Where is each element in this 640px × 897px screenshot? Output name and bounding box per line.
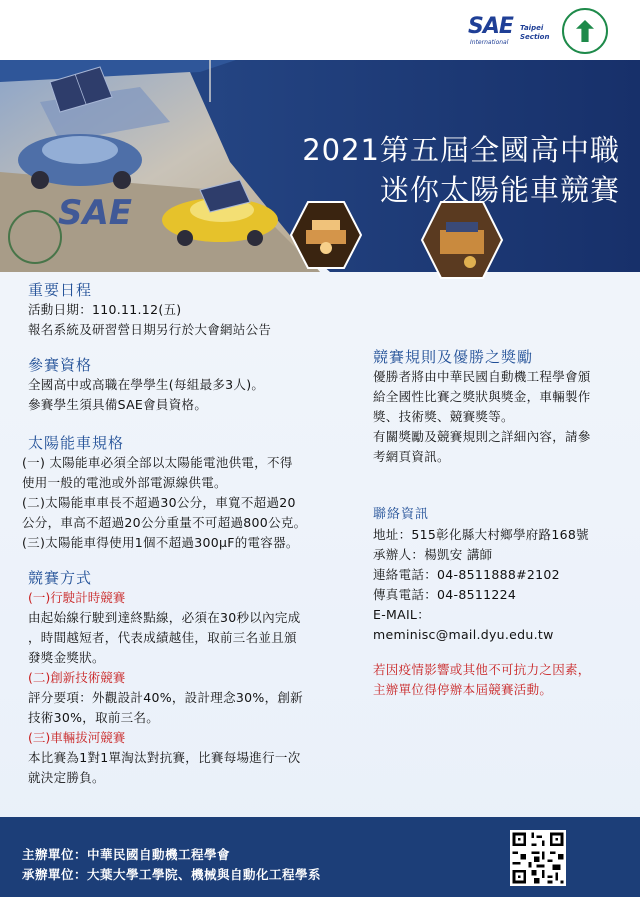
sae-logo — [468, 12, 558, 52]
event3-line: 本比賽為1對1單淘汰對抗賽，比賽每場進行一次 — [28, 750, 301, 765]
event2-title: (二)創新技術競賽 — [28, 670, 126, 685]
hex-photo-right — [420, 200, 504, 280]
rules-line: 獎、技術獎、競賽獎等。 — [373, 409, 514, 424]
spec-line: (一) 太陽能車必須全部以太陽能電池供電，不得 — [22, 455, 293, 470]
rules-section — [373, 347, 591, 467]
spec-line: (三)太陽能車得使用1個不超過300μF的電容器。 — [22, 535, 299, 550]
schedule-line: 報名系統及研習營日期另行於大會網站公告 — [28, 322, 272, 337]
rules-line: 優勝者將由中華民國自動機工程學會頒 — [373, 369, 591, 384]
event1-line: 由起始線行駛到達終點線，必須在30秒以內完成 — [28, 610, 301, 625]
notice-line: 若因疫情影響或其他不可抗力之因素， — [373, 662, 591, 677]
contact-heading: 聯絡資訊 — [373, 507, 430, 522]
qr-code-icon[interactable] — [510, 830, 566, 886]
svg-text:SAE: SAE — [58, 193, 133, 233]
contact-email[interactable]: meminisc@mail.dyu.edu.tw — [373, 627, 554, 642]
event1-line: 發獎金獎狀。 — [28, 650, 105, 665]
page-title-line1: 2021第五屆全國高中職 — [302, 133, 620, 167]
eligibility-line: 全國高中或高職在學學生(每組最多3人)。 — [28, 377, 265, 392]
sae-logo-international: International — [470, 39, 509, 46]
sae-logo-section-line1: Taipei — [520, 24, 544, 32]
contact-section — [373, 505, 589, 645]
spec-line: 公分，車高不超過20公分重量不可超過800公克。 — [22, 515, 307, 530]
contact-fax: 傳真電話：04-8511224 — [373, 587, 517, 602]
schedule-line: 活動日期：110.11.12(五) — [28, 302, 182, 317]
dyu-logo — [562, 8, 608, 54]
sae-logo-word: SAE — [468, 14, 513, 39]
title-block — [300, 130, 620, 210]
event2-line: 評分要項：外觀設計40%，設計理念30%，創新 — [28, 690, 303, 705]
dyu-emblem-icon — [576, 20, 594, 42]
hex-photo-left — [290, 200, 362, 270]
notice-line: 主辦單位得停辦本屆競賽活動。 — [373, 682, 553, 697]
event1-line: ，時間越短者，代表成績越佳，取前三名並且頒 — [28, 630, 297, 645]
event2-line: 技術30%，取前三名。 — [28, 710, 160, 725]
eligibility-section — [28, 355, 264, 415]
spec-section — [22, 433, 306, 553]
contact-address: 地址：515彰化縣大村鄉學府路168號 — [373, 527, 589, 542]
event1-title: (一)行駛計時競賽 — [28, 590, 126, 605]
spec-line: 使用一般的電池或外部電源線供電。 — [22, 475, 227, 490]
banner — [0, 42, 640, 272]
format-heading: 競賽方式 — [28, 569, 93, 587]
rules-line: 考網頁資訊。 — [373, 449, 450, 464]
event3-line: 就決定勝負。 — [28, 770, 105, 785]
sae-logo-section-line2: Section — [520, 33, 550, 41]
contact-person: 承辦人：楊凱安 講師 — [373, 547, 493, 562]
event3-title: (三)車輛拔河競賽 — [28, 730, 126, 745]
page-title-line2: 迷你太陽能車競賽 — [379, 173, 620, 207]
eligibility-heading: 參賽資格 — [28, 356, 93, 374]
rules-line: 給全國性比賽之獎狀與獎金，車輛製作 — [373, 389, 591, 404]
schedule-heading: 重要日程 — [28, 281, 93, 299]
format-section — [28, 568, 303, 788]
rules-line: 有關獎勵及競賽規則之詳細內容，請參 — [373, 429, 591, 444]
eligibility-line: 參賽學生須具備SAE會員資格。 — [28, 397, 208, 412]
rules-heading: 競賽規則及優勝之獎勵 — [373, 348, 534, 366]
logo-band — [0, 0, 640, 60]
spec-line: (二)太陽能車車長不超過30公分，車寬不超過20 — [22, 495, 296, 510]
contact-phone: 連絡電話：04-8511888#2102 — [373, 567, 560, 582]
spec-heading: 太陽能車規格 — [28, 434, 125, 452]
footer-organizer: 主辦單位：中華民國自動機工程學會 — [22, 847, 231, 862]
notice-section — [373, 660, 591, 700]
schedule-section — [28, 280, 271, 340]
footer-co-organizer: 承辦單位：大葉大學工學院、機械與自動化工程學系 — [22, 867, 322, 882]
sae-logo-section — [520, 24, 549, 42]
contact-email-label: E-MAIL： — [373, 607, 430, 622]
